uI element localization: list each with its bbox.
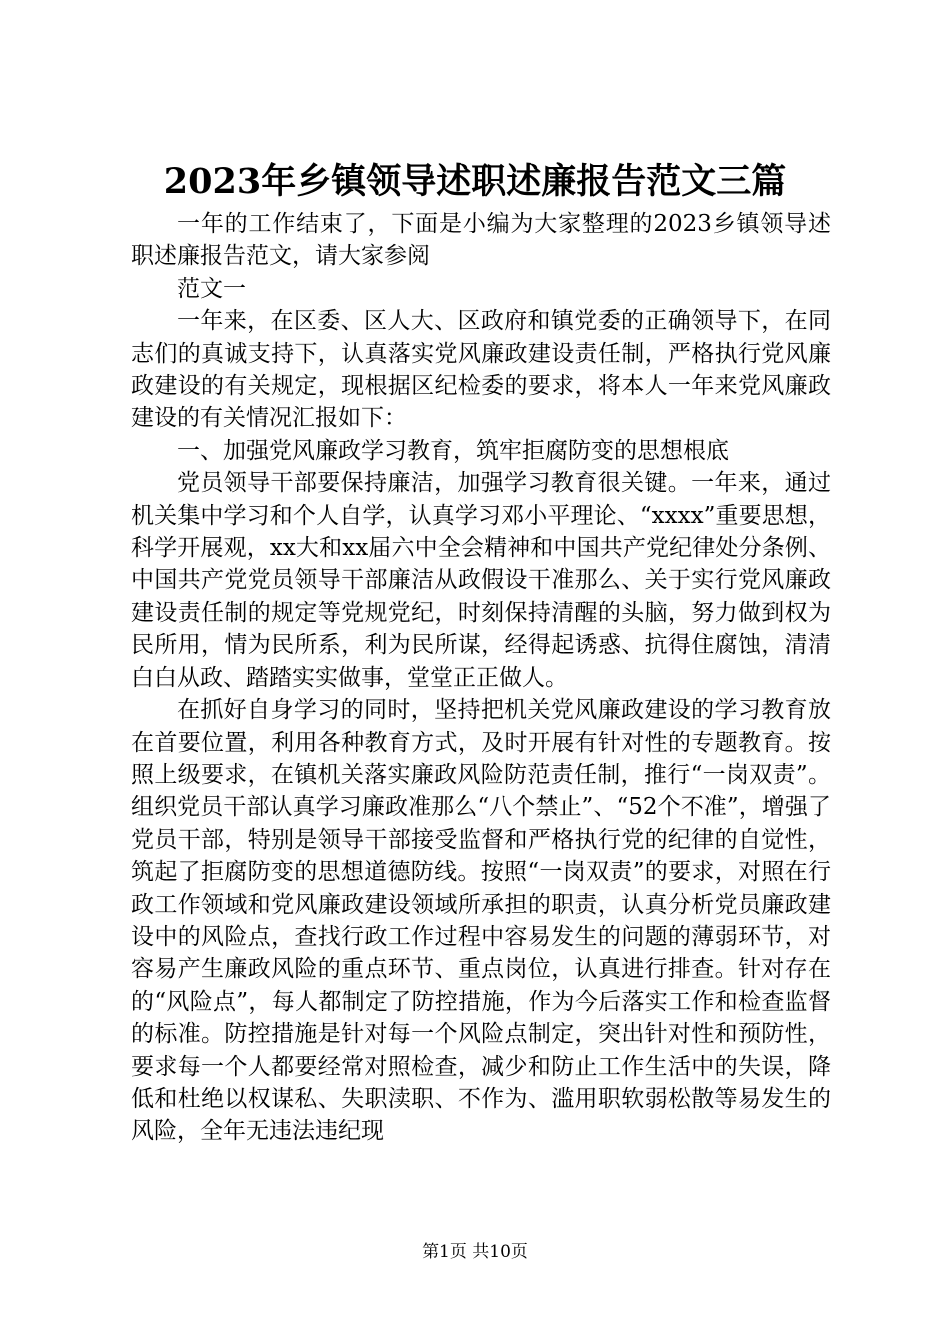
document-title: 2023年乡镇领导述职述廉报告范文三篇 [163,161,787,202]
section-label: 范文一 [177,275,246,302]
body-paragraph: 党员领导干部要保持廉洁，加强学习教育很关键。一年来，通过机关集中学习和个人自学，认真学习邓小平理论、“xxxx”重要思想，科学开展观，xx大和xx届六中全会精神和中国共产党纪律处分条例、中国共产党党员领导干部廉洁从政假设干准那么、关于实行党风廉政建设责任制的规定等党规党纪，时刻保持清醒的头脑，努力做到权为民所用，情为民所系，利为民所谋，经得起诱惑、抗得住腐蚀，清清白白从政、踏踏实实做事，堂堂正正做人。 [131,470,831,691]
body-paragraph: 在抓好自身学习的同时，坚持把机关党风廉政建设的学习教育放在首要位置，利用各种教育方式，及时开展有针对性的专题教育。按照上级要求，在镇机关落实廉政风险防范责任制，推行“一岗双责”。组织党员干部认真学习廉政准那么“八个禁止”、“52个不准”，增强了党员干部，特别是领导干部接受监督和严格执行党的纪律的自觉性，筑起了拒腐防变的思想道德防线。按照“一岗双责”的要求，对照在行政工作领域和党风廉政建设领域所承担的职责，认真分析党员廉政建设中的风险点，查找行政工作过程中容易发生的问题的薄弱环节，对容易产生廉政风险的重点环节、重点岗位，认真进行排查。针对存在的“风险点”，每人都制定了防控措施，作为今后落实工作和检查监督的标准。防控措施是针对每一个风险点制定，突出针对性和预防性，要求每一个人都要经常对照检查，减少和防止工作生活中的失误，降低和杜绝以权谋私、失职渎职、不作为、滥用职软弱松散等易发生的风险，全年无违法违纪现 [131,697,831,1145]
intro-paragraph: 一年的工作结束了，下面是小编为大家整理的2023乡镇领导述职述廉报告范文，请大家参阅 [131,211,831,270]
page-number-footer: 第1页 共10页 [422,1242,528,1262]
section-heading: 一、加强党风廉政学习教育，筑牢拒腐防变的思想根底 [177,437,729,464]
body-paragraph: 一年来，在区委、区人大、区政府和镇党委的正确领导下，在同志们的真诚支持下，认真落实党风廉政建设责任制，严格执行党风廉政建设的有关规定，现根据区纪检委的要求，将本人一年来党风廉政建设的有关情况汇报如下： [131,308,831,432]
document-body [131,208,831,1148]
